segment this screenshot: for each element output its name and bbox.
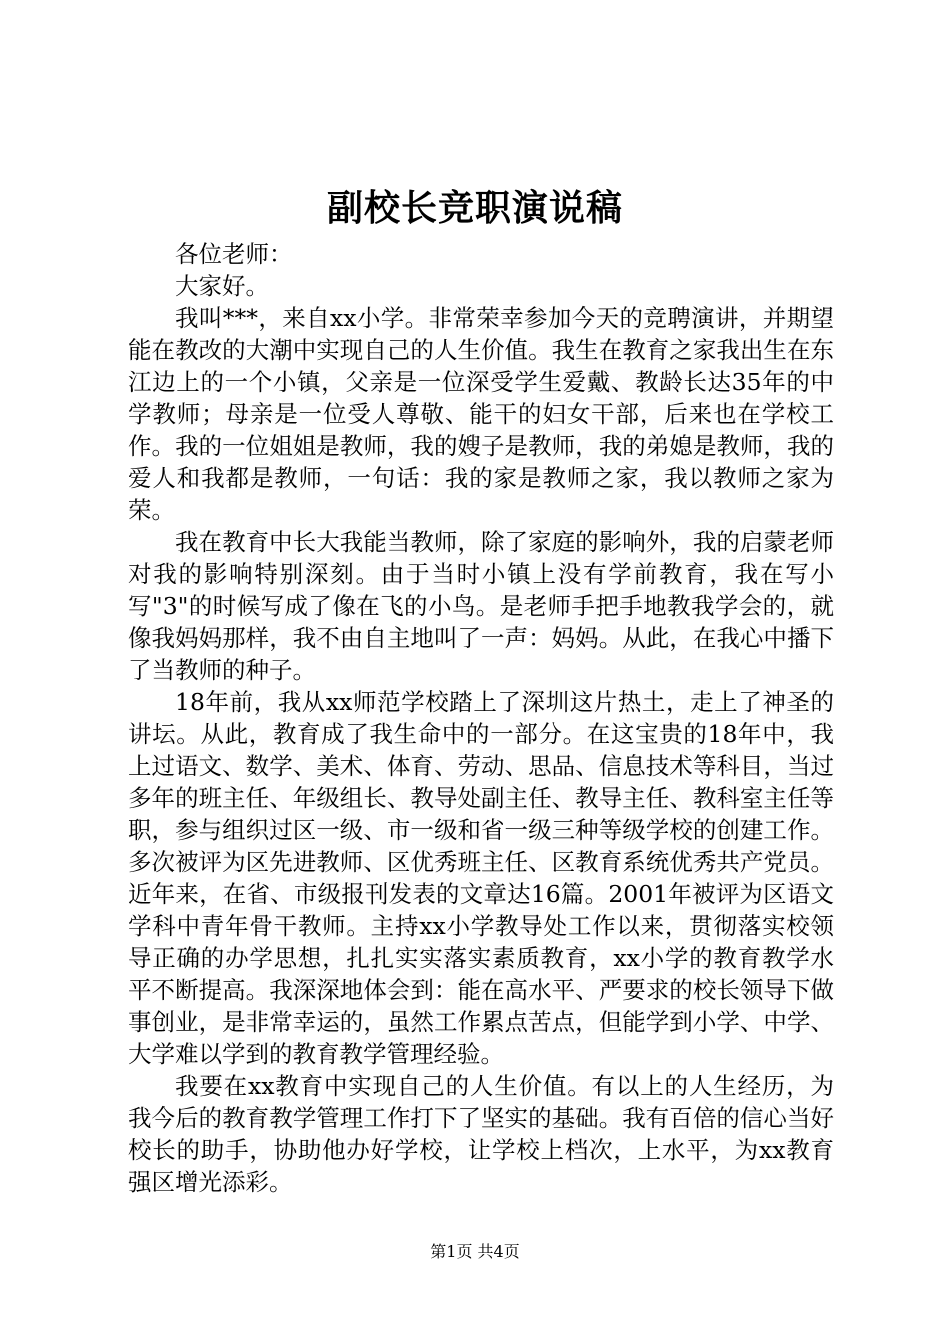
page-number-footer: 第1页 共4页 — [430, 1242, 520, 1261]
greeting: 大家好。 — [175, 272, 269, 300]
document-body — [128, 238, 834, 1198]
paragraph-career: 18年前，我从xx师范学校踏上了深圳这片热土，走上了神圣的讲坛。从此，教育成了我生命中的一部分。在这宝贵的18年中，我上过语文、数学、美术、体育、劳动、思品、信息技术等科目，当过多年的班主任、年级组长、教导处副主任、教导主任、教科室主任等职，参与组织过区一级、市一级和省一级三种等级学校的创建工作。多次被评为区先进教师、区优秀班主任、区教育系统优秀共产党员。近年来，在省、市级报刊发表的文章达16篇。2001年被评为区语文学科中青年骨干教师。主持xx小学教导处工作以来，贯彻落实校领导正确的办学思想，扎扎实实落实素质教育，xx小学的教育教学水平不断提高。我深深地体会到：能在高水平、严要求的校长领导下做事创业，是非常幸运的，虽然工作累点苦点，但能学到小学、中学、大学难以学到的教育教学管理经验。 — [128, 688, 834, 1068]
document-title: 副校长竞职演说稿 — [326, 187, 623, 229]
salutation: 各位老师： — [175, 240, 293, 268]
paragraph-introduction: 我叫***，来自xx小学。非常荣幸参加今天的竞聘演讲，并期望能在教改的大潮中实现自己的人生价值。我生在教育之家我出生在东江边上的一个小镇，父亲是一位深受学生爱戴、教龄长达35年的中学教师；母亲是一位受人尊敬、能干的妇女干部，后来也在学校工作。我的一位姐姐是教师，我的嫂子是教师，我的弟媳是教师，我的爱人和我都是教师，一句话：我的家是教师之家，我以教师之家为荣。 — [128, 304, 834, 524]
paragraph-goals: 我要在xx教育中实现自己的人生价值。有以上的人生经历，为我今后的教育教学管理工作打下了坚实的基础。我有百倍的信心当好校长的助手，协助他办好学校，让学校上档次，上水平，为xx教育强区增光添彩。 — [128, 1072, 834, 1196]
paragraph-childhood: 我在教育中长大我能当教师，除了家庭的影响外，我的启蒙老师对我的影响特别深刻。由于当时小镇上没有学前教育，我在写小写"3"的时候写成了像在飞的小鸟。是老师手把手地教我学会的，就像我妈妈那样，我不由自主地叫了一声：妈妈。从此，在我心中播下了当教师的种子。 — [128, 528, 834, 684]
